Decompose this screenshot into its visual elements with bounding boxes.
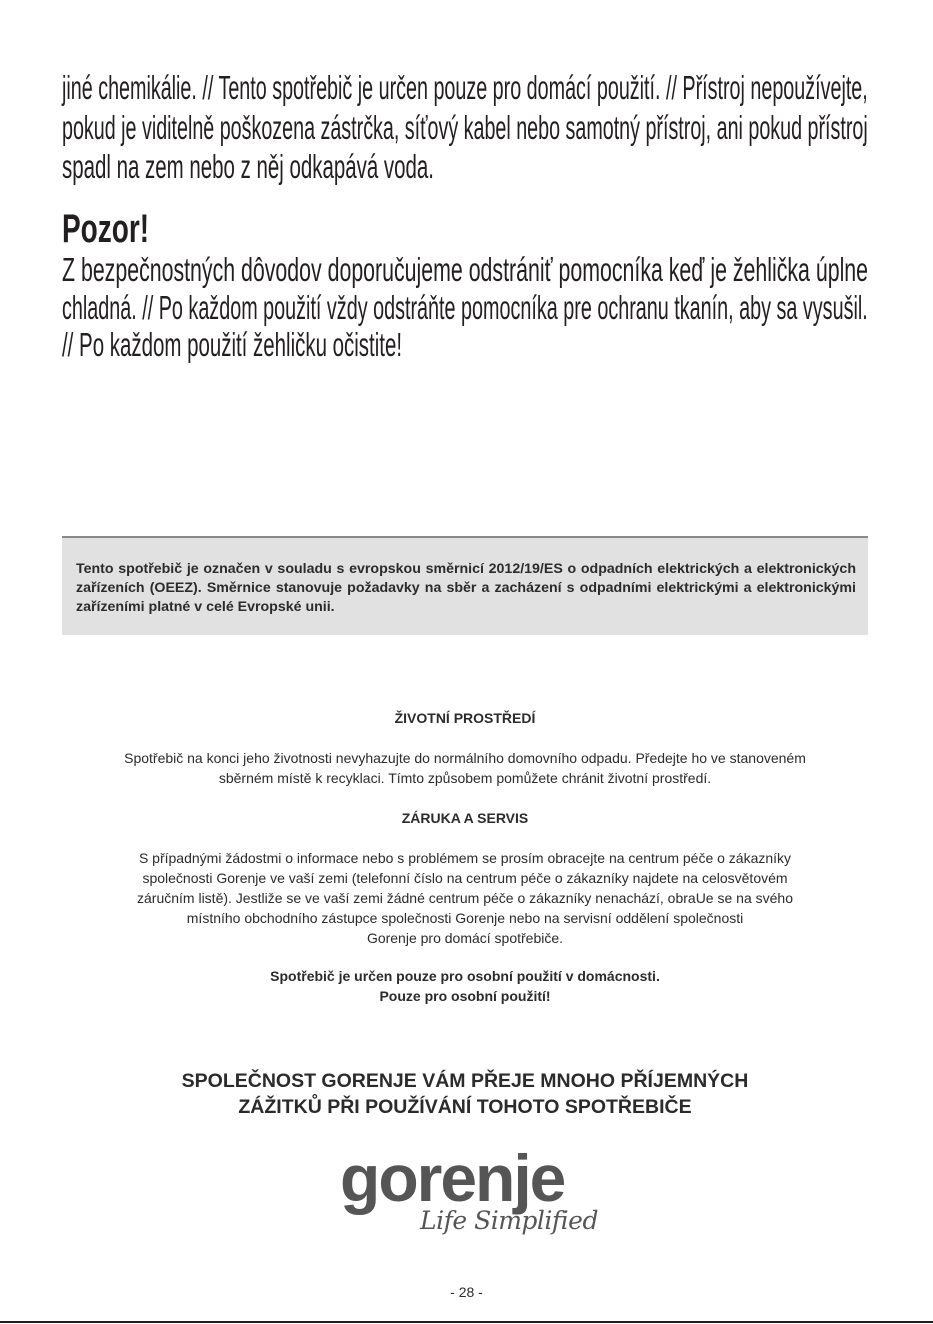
top-paragraph-line-1: jiné chemikálie. // Tento spotřebič je určen pouze pro domácí použití. // Přístroj nepoužívejte, [62,69,868,106]
logo-wordmark: gorenje [340,1141,565,1215]
top-paragraph-line-2: pokud je viditelně poškozena zástrčka, síťový kabel nebo samotný přístroj, ani pokud přístroj [62,109,868,146]
personal-use-notice [62,966,868,1006]
environment-title: ŽIVOTNÍ PROSTŘEDÍ [394,710,536,726]
top-paragraph-line-3: spadl na zem nebo z něj odkapává voda. [62,148,434,185]
warranty-line-5: Gorenje pro domácí spotřebiče. [366,930,564,946]
closing-line-2: ZÁŽITKŮ PŘI POUŽÍVÁNÍ TOHOTO SPOTŘEBIČE [238,1096,692,1118]
personal-use-line-1: Spotřebič je určen pouze pro osobní použití v domácnosti. [270,968,660,984]
warning-heading: Pozor! [62,207,150,251]
warranty-title: ZÁRUKA A SERVIS [401,810,529,826]
warranty-line-3: záručním listě). Jestliže se ve vaší zemi žádné centrum péče o zákazníky nenachází, obraUe se na svého [137,890,793,906]
environment-line-2: sběrném místě k recyklaci. Tímto způsobem pomůžete chránit životní prostředí. [218,770,712,786]
logo-tagline: Life Simplified [420,1206,598,1235]
closing-message [62,1068,868,1120]
warning-line-1: Z bezpečnostných dôvodov doporučujeme odstrániť pomocníka keď je žehlička úplne [62,251,869,288]
environment-section [62,708,868,788]
warranty-line-1: S případnými žádostmi o informace nebo s problémem se prosím obracejte na centrum péče o zákazníky [138,850,792,866]
closing-line-1: SPOLEČNOST GORENJE VÁM PŘEJE MNOHO PŘÍJEMNÝCH [181,1070,749,1092]
bottom-rule [0,1321,933,1323]
weee-notice-box [62,536,868,635]
warning-line-3: // Po každom použití žehličku očistite! [62,326,403,363]
environment-line-1: Spotřebič na konci jeho životnosti nevyhazujte do normálního domovního odpadu. Předejte ho ve stanoveném [124,750,806,766]
weee-notice-text: Tento spotřebič je označen v souladu s evropskou směrnicí 2012/19/ES o odpadních elektrických a elektronických zařízeních (OEEZ). Směrnice stanovuje požadavky na sběr a zacházení s odpadními elektrickými a elektronickými zařízeními platné v celé Evropské unii. [76,561,856,615]
warranty-section [62,808,868,948]
warning-line-2: chladná. // Po každom použití vždy odstráňte pomocníka pre ochranu tkanín, aby sa vysušil. [62,289,868,326]
warranty-line-4: místního obchodního zástupce společnosti Gorenje nebo na servisní oddělení společnosti [186,910,744,926]
personal-use-line-2: Pouze pro osobní použití! [379,988,551,1004]
warranty-line-2: společnosti Gorenje ve vaší zemi (telefonní číslo na centrum péče o zákazníky najdete na celosvětovém [142,870,788,886]
page-number: - 28 - [450,1284,483,1300]
